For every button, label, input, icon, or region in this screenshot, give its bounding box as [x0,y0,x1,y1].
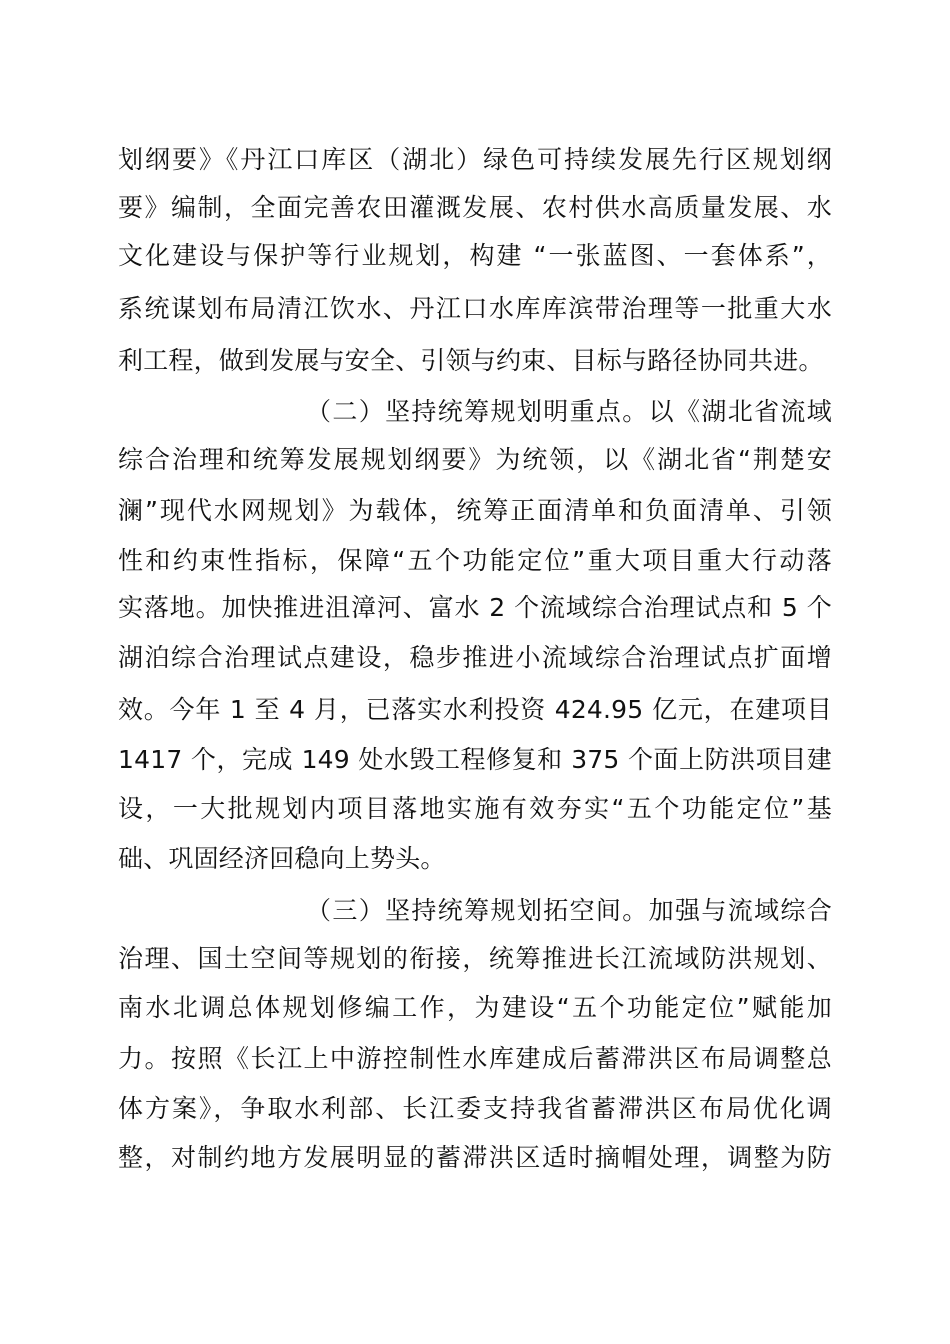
para-2-line-6: 湖泊综合治理试点建设，稳步推进小流域综合治理试点扩面增 [118,643,832,672]
para-3-line-2: 治理、国土空间等规划的衔接，统筹推进长江流域防洪规划、 [118,944,832,973]
para-2-line-8: 1417 个，完成 149 处水毁工程修复和 375 个面上防洪项目建 [118,745,832,774]
para-2-line-2: 综合治理和统筹发展规划纲要》为统领，以《湖北省“荆楚安 [118,445,832,474]
para-3-heading-line: （三）坚持统筹规划拓空间。加强与流域综合 [306,896,832,925]
para-1-line-4: 系统谋划布局清江饮水、丹江口水库库滨带治理等一批重大水 [118,294,832,323]
para-2-line-7: 效。今年 1 至 4 月，已落实水利投资 424.95 亿元，在建项目 [118,695,832,724]
para-2-heading-line: （二）坚持统筹规划明重点。以《湖北省流域 [306,397,832,426]
para-3-line-3: 南水北调总体规划修编工作，为建设“五个功能定位”赋能加 [118,993,832,1022]
para-3-line-5: 体方案》，争取水利部、长江委支持我省蓄滞洪区布局优化调 [118,1094,832,1123]
para-1-line-1: 划纲要》《丹江口库区（湖北）绿色可持续发展先行区规划纲 [118,145,832,174]
para-2-line-5: 实落地。加快推进沮漳河、富水 2 个流域综合治理试点和 5 个 [118,593,832,622]
para-1-line-5: 利工程，做到发展与安全、引领与约束、目标与路径协同共进。 [118,346,824,375]
para-1-line-3: 文化建设与保护等行业规划，构建 “一张蓝图、一套体系”， [118,241,832,270]
para-2-line-4: 性和约束性指标，保障“五个功能定位”重大项目重大行动落 [118,546,832,575]
para-3-line-6: 整，对制约地方发展明显的蓄滞洪区适时摘帽处理，调整为防 [118,1143,832,1172]
para-1-line-2: 要》编制，全面完善农田灌溉发展、农村供水高质量发展、水 [118,193,832,222]
para-3-line-4: 力。按照《长江上中游控制性水库建成后蓄滞洪区布局调整总 [118,1044,832,1073]
para-2-line-3: 澜”现代水网规划》为载体，统筹正面清单和负面清单、引领 [118,496,832,525]
para-2-line-9: 设，一大批规划内项目落地实施有效夯实“五个功能定位”基 [118,794,832,823]
para-2-line-10: 础、巩固经济回稳向上势头。 [118,844,446,873]
